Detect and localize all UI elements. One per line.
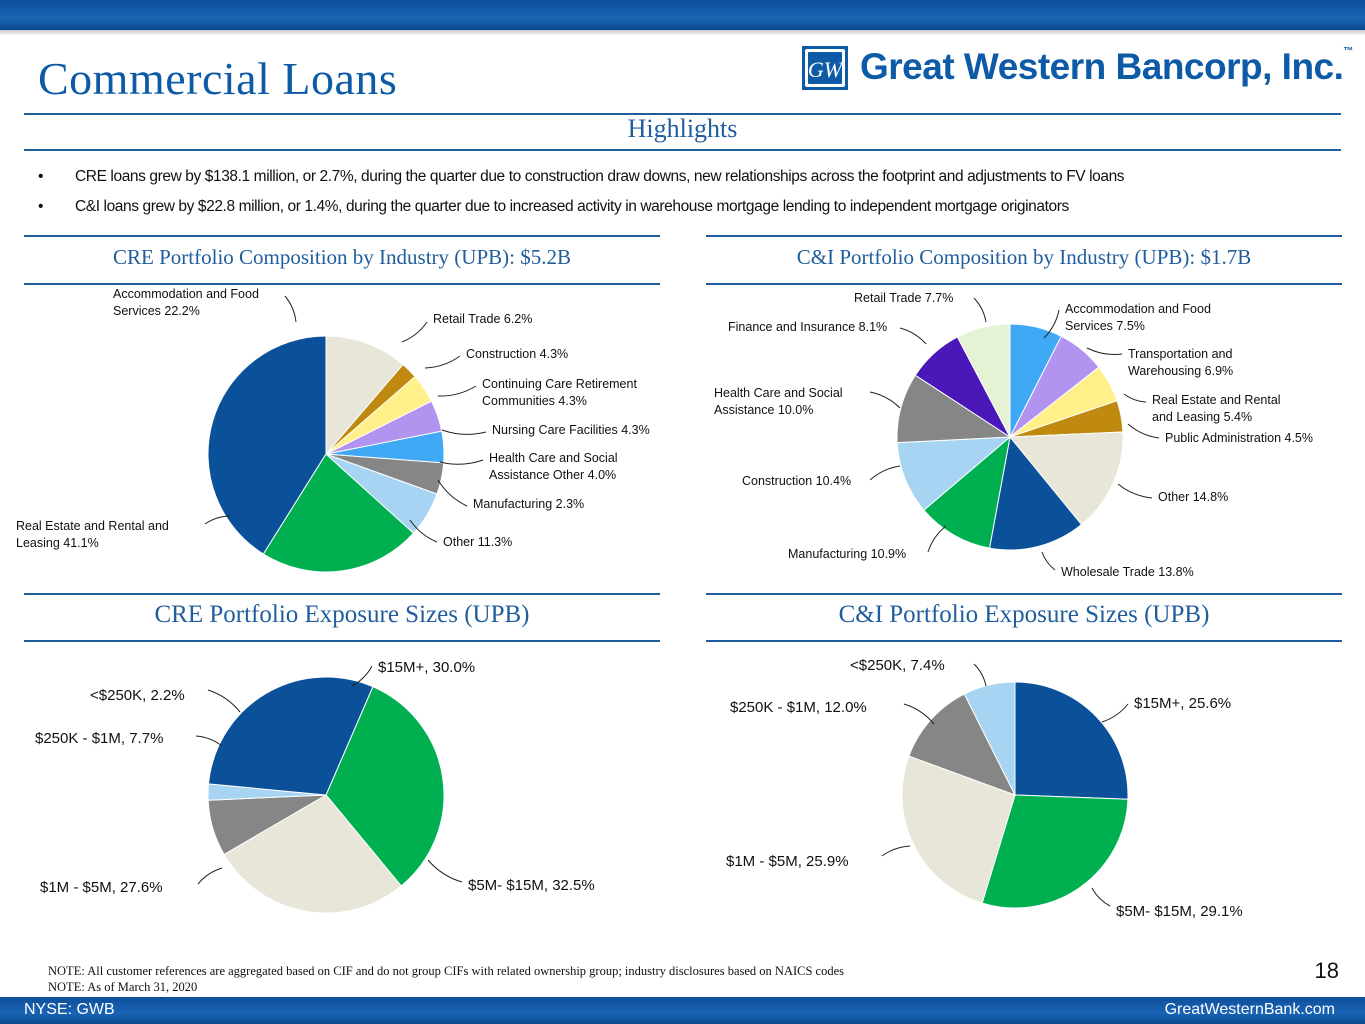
leader-line [425,356,460,368]
slice-label-5m-15m: $5M- $15M, 29.1% [1116,903,1243,920]
leader-line [928,526,946,552]
ci-industry-pie-chart [682,284,1365,590]
highlights-heading: Highlights [627,114,738,143]
slice-label-15m: $15M+, 30.0% [378,659,476,676]
top-banner-shadow [0,30,1365,36]
leader-line [440,460,483,464]
highlight-text: CRE loans grew by $138.1 million, or 2.7%, during the quarter due to construction draw downs, new relationships across the footprint and adjustments to FV loans [75,168,1125,185]
slice-label-other: Other 11.3% [443,535,513,549]
leader-line [402,322,427,342]
leader-line [285,296,296,322]
highlight-text: C&I loans grew by $22.8 million, or 1.4%, during the quarter due to increased activity in warehouse mortgage lending to independent mortgage originators [75,198,1069,215]
leader-line [974,298,986,322]
cre-exposure-pie-chart [0,642,682,942]
leader-line [1042,552,1055,570]
website-link[interactable]: GreatWesternBank.com [1164,1001,1335,1018]
page-title: Commercial Loans [38,53,398,104]
ci-industry-rule-top [706,235,1342,237]
slice-label-wholesale-trade: Wholesale Trade 13.8% [1061,565,1194,579]
footnote-1: NOTE: All customer references are aggregated based on CIF and do not group CIFs with related ownership group; industry disclosures based on NAICS codes [48,964,845,978]
leader-line [1102,704,1128,722]
pie-slice-15m [1015,682,1128,799]
cre-industry-title: CRE Portfolio Composition by Industry (UPB): $5.2B [113,245,571,269]
slice-label-accommodation-and-food-services: Accommodation and Food Services 22.2% [113,287,259,318]
slice-label-real-estate-and-rental-and-leasing: Real Estate and Rental and Leasing 5.4% [1152,393,1281,424]
logo-name: Great Western Bancorp, Inc. [860,46,1344,87]
slice-label-continuing-care-retirement-communities: Continuing Care Retirement Communities 4.3% [482,377,637,408]
ci-exposure-title: C&I Portfolio Exposure Sizes (UPB) [838,601,1210,628]
ci-exposure-rule-top [706,593,1342,595]
slice-label-construction: Construction 4.3% [466,347,569,361]
leader-line [870,392,900,408]
leader-line [870,466,900,480]
slice-label-manufacturing: Manufacturing 10.9% [788,547,907,561]
cre-industry-pie-chart [0,284,682,590]
slice-label-retail-trade: Retail Trade 7.7% [854,291,954,305]
leader-line [208,690,240,712]
leader-line [428,860,462,882]
leader-line [974,664,986,686]
slice-label-real-estate-and-rental-and-leasing: Real Estate and Rental and Leasing 41.1% [16,519,169,550]
logo-monogram-text: GW [807,57,843,82]
slice-label-health-care-and-social-assistance: Health Care and Social Assistance 10.0% [714,386,843,417]
bullet-marker: • [38,198,44,215]
leader-line [1128,424,1159,438]
slice-label-1m-5m: $1M - $5M, 25.9% [726,853,849,870]
slice-label-construction: Construction 10.4% [742,474,852,488]
stock-ticker: NYSE: GWB [24,1001,115,1018]
slice-label-250k-1m: $250K - $1M, 12.0% [730,699,867,716]
slice-label-250k-1m: $250K - $1M, 7.7% [35,730,164,747]
leader-line [1092,888,1110,906]
slice-label-nursing-care-facilities: Nursing Care Facilities 4.3% [492,423,650,437]
leader-line [442,430,486,434]
logo-trademark: ™ [1343,46,1353,57]
slice-label-250k: <$250K, 7.4% [850,657,945,674]
top-banner [0,0,1365,30]
leader-line [1124,394,1146,402]
slice-label-other: Other 14.8% [1158,490,1229,504]
logo-monogram-icon [802,46,848,90]
leader-line [196,736,222,746]
bullet-marker: • [38,168,44,185]
slice-label-public-administration: Public Administration 4.5% [1165,431,1313,445]
leader-line [438,480,467,506]
slice-label-health-care-and-social-assistance: Health Care and Social Assistance Other 4.0% [489,451,618,482]
leader-line [882,846,910,856]
leader-line [900,328,926,344]
slice-label-1m-5m: $1M - $5M, 27.6% [40,879,163,896]
logo-wordmark [860,46,1353,88]
ci-exposure-pie-chart [682,642,1365,942]
slice-label-250k: <$250K, 2.2% [90,687,185,704]
leader-line [198,868,222,884]
bottom-banner [0,997,1365,1024]
slice-label-manufacturing: Manufacturing 2.3% [473,497,585,511]
leader-line [1118,484,1152,498]
cre-industry-rule-top [24,235,660,237]
slice-label-retail-trade: Retail Trade 6.2% [433,312,533,326]
slice-label-5m-15m: $5M- $15M, 32.5% [468,877,595,894]
slice-label-finance-and-insurance: Finance and Insurance 8.1% [728,320,888,334]
footnote-2: NOTE: As of March 31, 2020 [48,980,198,994]
page-number: 18 [1314,958,1339,983]
leader-line [1087,348,1122,354]
leader-line [438,386,476,396]
slice-label-15m: $15M+, 25.6% [1134,695,1232,712]
slice-label-transportation-and-warehousing: Transportation and Warehousing 6.9% [1128,347,1234,378]
highlights-rule-bottom [24,149,1341,151]
ci-industry-title: C&I Portfolio Composition by Industry (UPB): $1.7B [796,245,1252,269]
cre-exposure-title: CRE Portfolio Exposure Sizes (UPB) [154,601,530,628]
slice-label-accommodation-and-food-services: Accommodation and Food Services 7.5% [1065,302,1211,333]
company-logo [800,44,1353,94]
cre-exposure-rule-top [24,593,660,595]
